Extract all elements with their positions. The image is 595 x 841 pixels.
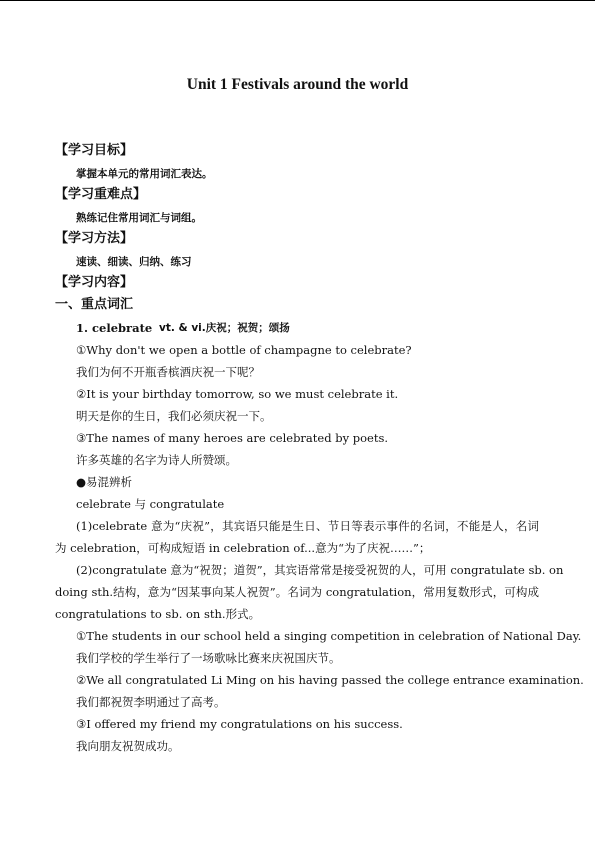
methods-heading: 【学习方法】 [55, 231, 134, 246]
example-en: ②It is your birthday tomorrow, so we must celebrate it. [76, 387, 399, 401]
example-en: ①The students in our school held a singing competition in celebration of National Day. [76, 629, 582, 643]
objectives-text: 掌握本单元的常用词汇表达。 [76, 168, 213, 180]
example-zh: 我们为何不开瓶香槟酒庆祝一下呢？ [76, 365, 260, 379]
key-points-text: 熟练记住常用词汇与词组。 [76, 212, 202, 224]
example-en: ①Why don't we open a bottle of champagne to celebrate? [76, 343, 412, 357]
methods-text: 速读、细读、归纳、练习 [76, 256, 192, 268]
example-zh: 我们都祝贺李明通过了高考。 [76, 695, 226, 709]
distinction-paragraph-line: congratulations to sb. on sth.形式。 [55, 607, 261, 621]
example-zh: 许多英雄的名字为诗人所赞颂。 [76, 453, 237, 467]
vocab-entry-word: 1. celebrate [76, 321, 153, 335]
page-title: Unit 1 Festivals around the world [186, 76, 409, 93]
contents-heading: 【学习内容】 [55, 275, 134, 290]
section-one-heading: 一、重点词汇 [55, 297, 134, 312]
example-en: ③The names of many heroes are celebrated by poets. [76, 431, 389, 445]
example-en: ②We all congratulated Li Ming on his having passed the college entrance examination. [76, 673, 584, 687]
example-zh: 我们学校的学生举行了一场歌咏比赛来庆祝国庆节。 [76, 651, 341, 665]
objectives-heading: 【学习目标】 [55, 143, 134, 158]
top-rule [0, 0, 595, 1]
distinction-paragraph-line: doing sth.结构，意为“因某事向某人祝贺”。名词为 congratulation，常用复数形式，可构成 [55, 585, 539, 599]
distinction-paragraph-line: 为 celebration，可构成短语 in celebration of...意为“为了庆祝……”； [55, 541, 431, 555]
example-en: ③I offered my friend my congratulations on his success. [76, 717, 403, 731]
example-zh: 明天是你的生日，我们必须庆祝一下。 [76, 409, 272, 423]
vocab-entry-pos: vt. & vi.庆祝；祝贺；颂扬 [159, 322, 290, 334]
key-points-heading: 【学习重难点】 [55, 187, 147, 202]
distinction-subtitle: celebrate 与 congratulate [76, 497, 225, 511]
distinction-paragraph-line: (1)celebrate 意为“庆祝”，其宾语只能是生日、节日等表示事件的名词，不能是人，名词 [76, 519, 539, 533]
distinction-paragraph-line: (2)congratulate 意为“祝贺；道贺”，其宾语常常是接受祝贺的人，可用 congratulate sb. on [76, 563, 564, 577]
distinction-label: ●易混辨析 [76, 475, 133, 489]
example-zh: 我向朋友祝贺成功。 [76, 739, 180, 753]
